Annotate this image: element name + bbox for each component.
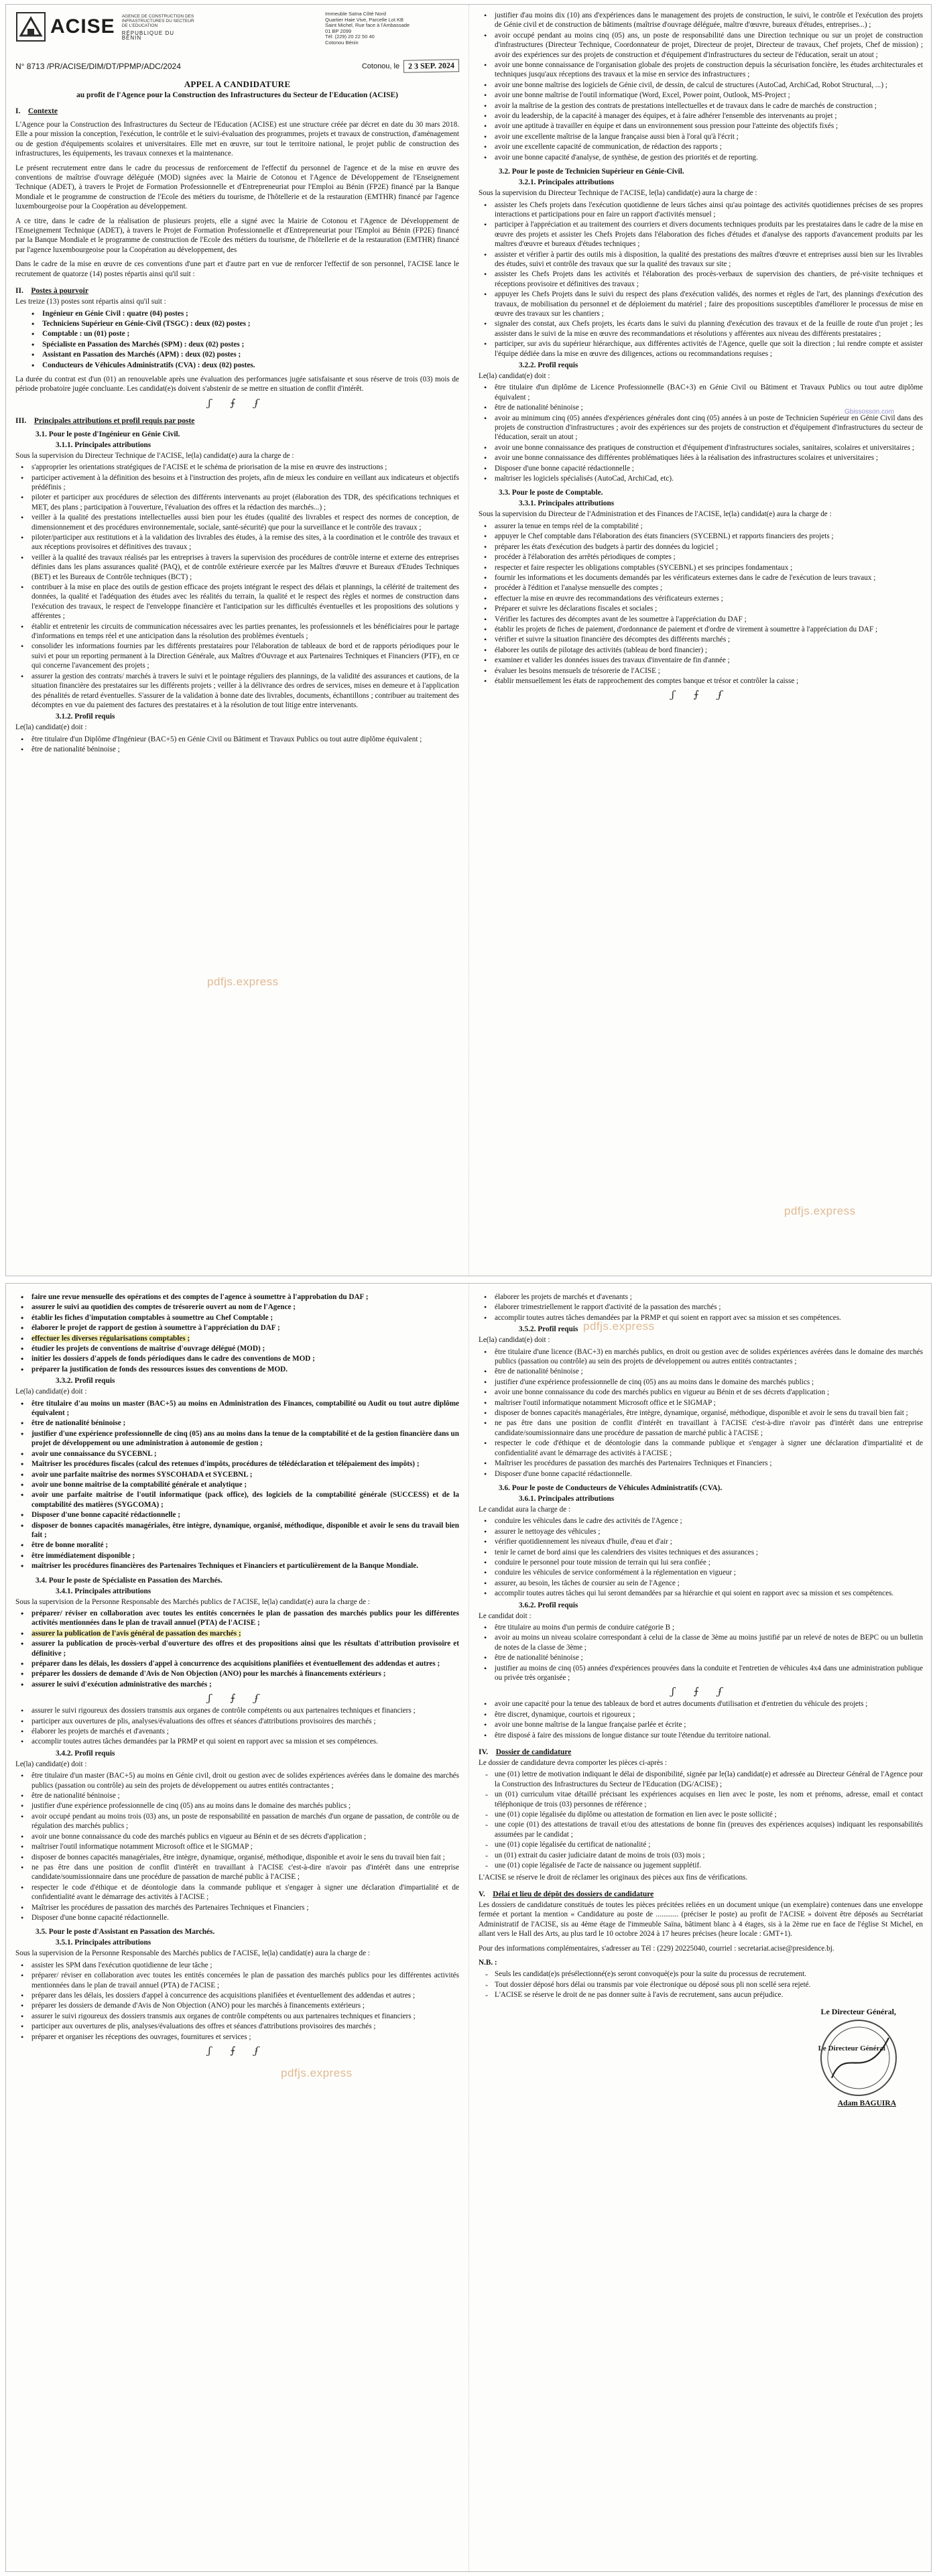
paragraph: Le(la) candidat(e) doit : bbox=[479, 372, 550, 380]
section-heading-posts bbox=[15, 287, 459, 295]
address-line: Quartier Haie Vive, Parcelle Lot KB bbox=[325, 16, 404, 23]
list-item: • préparer dans les délais, les dossiers d'appel à concurrence des acquisitions planifiées et éventuellement des addendas et autres ; bbox=[15, 1991, 459, 2000]
dossier-list bbox=[479, 1770, 923, 1870]
attributions-list bbox=[15, 463, 459, 710]
list-item: • être discret, dynamique, courtois et rigoureux ; bbox=[479, 1710, 923, 1719]
list-item: • préparer/ réviser en collaboration avec toutes les entités concernées le plan de passation des marchés publics pour les différentes activités mentionnées dans le plan de travail annuel (PTA) de l'ACISE ; bbox=[15, 1971, 459, 1990]
list-item: • préparer les dossiers de demande d'Avis de Non Objection (ANO) pour les marchés à financements extérieurs ; bbox=[15, 1669, 459, 1678]
subsubsection-heading: 3.2.2. Profil requis bbox=[519, 361, 578, 369]
watermark-small: Gbissosson.com bbox=[845, 408, 894, 416]
list-item: • signaler des constat, aux Chefs projets, les écarts dans le suivi du planning d'exécution des travaux et de la feuille de route d'un projet ; les assister dans le suivi de la mise en œuvre des recommandations et résolutions y afférentes aux niveau des différents prestataires ; bbox=[479, 319, 923, 339]
subsubsection-heading: 3.2.1. Principales attributions bbox=[519, 178, 615, 187]
paragraph: Sous la supervision du Directeur Technique de l'ACISE, le(la) candidat(e) aura la charge de : bbox=[15, 451, 294, 460]
list-item: • préparer/ réviser en collaboration avec toutes les entités concernées le plan de passation des marchés publics pour les différentes activités mentionnées dans le plan de travail annuel (PTA) de l'ACISE ; bbox=[15, 1609, 459, 1628]
attributions-list bbox=[479, 200, 923, 359]
document-title: APPEL A CANDIDATURE bbox=[184, 79, 291, 89]
list-item: • maîtriser l'outil informatique notamment Microsoft office et le SIGMAP ; bbox=[479, 1398, 923, 1408]
profile-list bbox=[479, 1623, 923, 1682]
list-item: • avoir une connaissance du SYCEBNL ; bbox=[15, 1449, 459, 1459]
list-item: - une (01) lettre de motivation indiquant le délai de disponibilité, signée par le(la) candidat(e) et adressée au Directeur Général de l'Agence pour la Construction des Infrastructures du Secteur de l'Education (DG/ACISE) ; bbox=[479, 1770, 923, 1789]
section-heading-attributions bbox=[15, 417, 459, 425]
list-item: • Vérifier les factures des décomptes avant de les soumettre à l'appréciation du DAF ; bbox=[479, 615, 923, 624]
section-number: V. bbox=[479, 1890, 485, 1898]
list-item: • Comptable : un (01) poste ; bbox=[15, 329, 459, 339]
list-item: • participer, sur avis du supérieur hiérarchique, aux différentes activités de l'Agence, quelle que soit la direction ; lui rendre compte et assister l'équipe dédiée dans la mise en œuvre des diligences, actions ou recommandations requises ; bbox=[479, 339, 923, 359]
subsubsection-heading: 3.1.2. Profil requis bbox=[56, 713, 115, 721]
list-item: - une copie (01) des attestations de travail et/ou des attestations de bonne fin (preuves des expériences acquises) indiquant les responsabilités assumées par le candidat ; bbox=[479, 1820, 923, 1839]
section-title: Délai et lieu de dépôt des dossiers de candidature bbox=[493, 1890, 654, 1898]
paragraph: Pour des informations complémentaires, s'adresser au Tél : (229) 20225040, courriel : secretariat.acise@presidence.bj. bbox=[479, 1944, 834, 1953]
list-item: • élaborer les projets de marchés et d'avenants ; bbox=[15, 1727, 459, 1736]
subsubsection-heading: 3.1.1. Principales attributions bbox=[56, 440, 151, 449]
section-number: II. bbox=[15, 287, 23, 296]
paragraph: Le candidat aura la charge de : bbox=[479, 1505, 571, 1514]
address-line: Tél: (229) 20 22 50 40 bbox=[325, 34, 375, 40]
list-item: • avoir une excellente maîtrise de la langue française aussi bien à l'oral qu'à l'écrit ; bbox=[479, 132, 923, 141]
paragraph: Le(la) candidat(e) doit : bbox=[15, 1760, 87, 1768]
subsubsection-heading: 3.6.2. Profil requis bbox=[519, 1601, 578, 1609]
list-item: • Disposer d'une bonne capacité rédactionnelle. bbox=[479, 1469, 923, 1479]
list-item: • initier les dossiers d'appels de fonds périodiques dans le cadre des conventions de MOD ; bbox=[15, 1354, 459, 1363]
agency-fullname: AGENCE DE CONSTRUCTION DES INFRASTRUCTURES DU SECTEUR DE L'EDUCATION bbox=[121, 13, 194, 28]
list-item: • élaborer trimestriellement le rapport d'activité de la passation des marchés ; bbox=[479, 1302, 923, 1312]
logo-wordmark: ACISE bbox=[50, 15, 115, 38]
list-item: • consolider les informations fournies par les différents prestataires pour l'élaboration de tableaux de bord et de rapports périodiques pour le suivi et pour un reporting permanent à la Direction Générale, aux Maîtres d'Ouvrage et aux Partenaires Techniques et Financiers (PTF), en ce qui concerne l'avancement des projets ; bbox=[15, 641, 459, 670]
list-item: • avoir du leadership, de la capacité à manager des équipes, et à faire adhérer l'ensemble des intervenants au projet ; bbox=[479, 111, 923, 121]
list-item: • Techniciens Supérieur en Génie-Civil (TSGC) : deux (02) postes ; bbox=[15, 319, 459, 328]
attributions-list bbox=[479, 1516, 923, 1598]
document-page-1 bbox=[5, 4, 932, 1276]
list-item: • assurer la publication de procès-verbal d'ouverture des offres et des propositions ainsi que les résultats d'attribution provisoire et définitive ; bbox=[15, 1639, 459, 1658]
initials-signature: ʃ ⨍ ʄ bbox=[672, 688, 730, 701]
list-item: - L'ACISE se réserve le droit de ne pas donner suite à l'avis de recrutement, sans aucun préjudice. bbox=[479, 1990, 923, 2000]
list-item: - une (01) copie légalisée du certificat de nationalité ; bbox=[479, 1840, 923, 1849]
nb-label: N.B. : bbox=[479, 1958, 497, 1967]
list-item: • assurer le suivi rigoureux des dossiers transmis aux organes de contrôle compétents ou aux partenaires techniques et financiers ; bbox=[15, 2012, 459, 2021]
list-item: • participer à l'appréciation et au traitement des courriers et divers documents techniques produits par les prestataires dans le cadre de la mise en œuvre des projets et assister les Chefs Projets dans l'élaboration des fiches d'études et d'analyse des rapports d'avancement produits par les maîtres d'œuvre et bureaux d'études techniques ; bbox=[479, 220, 923, 249]
paragraph: Le candidat doit : bbox=[479, 1611, 532, 1620]
list-item: • avoir une bonne connaissance de l'organisation globale des projets de construction depuis la sécurisation foncière, les études architecturales et techniques jusqu'aux réceptions des travaux et la mise en service des infrastructures ; bbox=[479, 60, 923, 80]
subsubsection-heading: 3.5.1. Principales attributions bbox=[56, 1939, 151, 1947]
list-item: • avoir une excellente capacité de communication, de rédaction des rapports ; bbox=[479, 142, 923, 151]
address-line: Immeuble Saïna Côté Nord bbox=[325, 11, 386, 17]
list-item: • avoir une capacité pour la tenue des tableaux de bord et autres documents d'utilisation et d'entretien du véhicule des projets ; bbox=[479, 1699, 923, 1709]
acise-emblem-icon bbox=[15, 11, 46, 42]
list-item: • établir mensuellement les états de rapprochement des comptes banque et trésor et contrôler la caisse ; bbox=[479, 676, 923, 686]
list-item: • étudier les projets de conventions de maîtrise d'ouvrage délégué (MOD) ; bbox=[15, 1344, 459, 1353]
section-number: IV. bbox=[479, 1748, 489, 1757]
subsubsection-heading: 3.4.2. Profil requis bbox=[56, 1749, 115, 1758]
address-line: Cotonou Bénin bbox=[325, 39, 359, 46]
address-line: Saint Michel, Rue face à l'Ambassade bbox=[325, 22, 410, 29]
list-item: • être de nationalité béninoise ; bbox=[15, 1418, 459, 1428]
list-item: • fournir les informations et les documents demandés par les vérificateurs externes dans le cadre de l'exécution de leurs travaux ; bbox=[479, 573, 923, 582]
list-item: - un (01) curriculum vitae détaillé précisant les expériences acquises en lien avec le poste, les nom et prénoms, adresse, email et contact téléphonique de trois (03) personnes de référence ; bbox=[479, 1790, 923, 1809]
list-item: • conduire le personnel pour toute mission de terrain qui lui sera confiée ; bbox=[479, 1558, 923, 1567]
nb-list bbox=[479, 1969, 923, 2000]
list-item: • élaborer les projets de marchés et d'avenants ; bbox=[479, 1292, 923, 1302]
list-item: • élaborer le projet de rapport de gestion à soumettre à l'appréciation du DAF ; bbox=[15, 1323, 459, 1333]
list-item: • assurer, au besoin, les tâches de coursier au sein de l'Agence ; bbox=[479, 1579, 923, 1588]
list-item: • être titulaire au moins d'un permis de conduire catégorie B ; bbox=[479, 1623, 923, 1632]
list-item: • Préparer et suivre les déclarations fiscales et sociales ; bbox=[479, 604, 923, 613]
list-item: • respecter le code d'éthique et de déontologie dans la commande publique et s'engager à signer une déclaration d'impartialité et de confidentialité avant le démarrage des activités à l'ACISE ; bbox=[15, 1883, 459, 1902]
list-item: • conduire les véhicules dans le cadre des activités de l'Agence ; bbox=[479, 1516, 923, 1526]
subsection-heading: 3.3. Pour le poste de Comptable. bbox=[499, 489, 603, 497]
list-item: • veiller à la qualité des travaux réalisés par les entreprises à travers la supervision des procédures de contrôle interne et externe des entreprises définies dans les plans assurances qualité (PAQ), et de contrôle extérieure exercée par les Maîtres d'œuvre et Bureaux d'Etudes Techniques (BET) et les Bureaux de Contrôle techniques (BCT) ; bbox=[15, 553, 459, 582]
paragraph: Dans le cadre de la mise en œuvre de ces conventions d'une part et d'autre part en vue de renforcer l'effectif de son personnel, l'ACISE lance le recrutement de quatorze (14) postes répartis ainsi qu'il suit : bbox=[15, 260, 459, 278]
document-page-2 bbox=[5, 1283, 932, 2572]
section-heading-dossier bbox=[479, 1748, 923, 1756]
list-item: • Disposer d'une bonne capacité rédactionnelle ; bbox=[479, 464, 923, 473]
list-item: • Maîtriser les procédures de passation des marchés des Partenaires Techniques et Financiers ; bbox=[479, 1459, 923, 1468]
list-item: - Seuls les candidat(e)s présélectionné(e)s seront convoqué(e)s pour la suite du processus de recrutement. bbox=[479, 1969, 923, 1979]
date-stamp: 2 3 SEP. 2024 bbox=[403, 59, 459, 72]
attributions-list-continued bbox=[479, 1292, 923, 1323]
list-item bbox=[15, 1629, 459, 1638]
watermark: pdfjs.express bbox=[784, 1205, 856, 1217]
attributions-list-continued bbox=[15, 1706, 459, 1747]
section-number: III. bbox=[15, 416, 27, 425]
subsection-heading: 3.1. Pour le poste d'Ingénieur en Génie Civil. bbox=[36, 430, 180, 438]
list-item: • examiner et valider les données issues des travaux d'inventaire de fin d'année ; bbox=[479, 656, 923, 665]
list-item: • être titulaire d'une licence (BAC+3) en marchés publics, en droit ou gestion avec de solides expériences avérées dans le domaine des marchés publics (passation ou contrôle) au sein des projets de développement ou autres entités contractantes ; bbox=[479, 1347, 923, 1367]
list-item: • être disposé à faire des missions de longue distance sur toute l'étendue du territoire national. bbox=[479, 1731, 923, 1740]
paragraph: Le(la) candidat(e) doit : bbox=[479, 1336, 550, 1345]
list-item: • justifier d'une expérience professionnelle de cinq (05) ans au moins dans la tenue de la comptabilité et de la gestion financière dans un projet de développement ou une administration à autonomie de gestion ; bbox=[15, 1429, 459, 1449]
list-item: • être immédiatement disponible ; bbox=[15, 1551, 459, 1560]
official-seal-icon bbox=[818, 2018, 899, 2098]
list-item: • Assistant en Passation des Marchés (APM) : deux (02) postes ; bbox=[15, 350, 459, 359]
agency-address bbox=[325, 11, 459, 46]
paragraph: A ce titre, dans le cadre de la réalisation de plusieurs projets, elle a signé avec la Mairie de Cotonou et l'Agence de Développement de l'Enseignement Technique (ADET), à travers le Projet de Formation Professionnelle et d'Entrepreneuriat pour l'Emploi au Bénin (FP2E) financé par la Banque Mondiale et le programme de construction de l'Ecole des métiers du tourisme, de l'hôtellerie et de la restauration (EMTHR) financé par l'agence luxembourgeoise pour la Coopération au développement, des bbox=[15, 217, 459, 254]
paragraph: La durée du contrat est d'un (01) an renouvelable après une évaluation des performances jugée satisfaisante et sous réserve de trois (03) mois de période probatoire jugée concluante. Les candidat(e)s doivent s'abstenir de se mettre en situation de conflit d'intérêt. bbox=[15, 375, 459, 393]
list-item: • être titulaire d'un master (BAC+5) au moins en Génie civil, droit ou gestion avec de solides expériences avérées dans le domaine des marchés publics (passation ou contrôle) au sein des projets de développement ou autres entités contractantes ; bbox=[15, 1771, 459, 1790]
attributions-list bbox=[15, 1609, 459, 1689]
list-item: • piloter/participer aux restitutions et à la validation des livrables des études, à la remise des sites, à la coordination et le contrôle des travaux et aux réceptions provisoires et définitives des travaux ; bbox=[15, 533, 459, 552]
list-item: • ne pas être dans une position de conflit d'intérêt en travaillant à l'ACISE c'est-à-dire n'avoir pas d'intérêt dans une entreprise candidate/soumissionnaire dans une procédure de passation de marché public à l'ACISE ; bbox=[479, 1418, 923, 1438]
list-item: • justifier d'une expérience professionnelle de cinq (05) ans au moins dans le domaine des marchés publics ; bbox=[15, 1801, 459, 1811]
place-date-label: Cotonou, le bbox=[361, 62, 400, 70]
republic-label: RÉPUBLIQUE DU BÉNIN bbox=[121, 29, 175, 41]
list-item: • assurer la gestion des contrats/ marchés à travers le suivi et le pointage réguliers des plannings, de la validité des assurances et cautions, de la situation financière des prestataires sur les différents projets ; veiller à la délivrance des ordres de services, mises en demeure et à l'application des pénalités de retard éventuelles. S'assurer de la validation à bonne date des livrables, documents, échantillons ; contribuer au traitement des décomptes en vue du paiement des factures des prestataires et à la résolution de tout litige entre intervenants. bbox=[15, 672, 459, 711]
profile-list-continued bbox=[479, 1699, 923, 1740]
list-item: - un (01) extrait du casier judiciaire datant de moins de trois (03) mois ; bbox=[479, 1851, 923, 1860]
list-item: • procéder à l'élaboration des arrêtés périodiques de comptes ; bbox=[479, 552, 923, 562]
watermark: pdfjs.express bbox=[281, 2067, 353, 2079]
list-item: • justifier d'au moins dix (10) ans d'expériences dans le management des projets de construction, le suivi, le contrôle et l'exécution des projets de Génie civil et de construction de bâtiments (maîtrise d'ouvrage déléguée, maître d'œuvre, bureaux d'études, entreprises...) ; bbox=[479, 11, 923, 30]
list-item: • être de nationalité béninoise ; bbox=[479, 1367, 923, 1376]
profile-list bbox=[479, 383, 923, 483]
paragraph: Sous la supervision de la Personne Responsable des Marchés publics de l'ACISE, le(la) candidat(e) aura la charge de : bbox=[15, 1949, 371, 1958]
list-item: • préparer les états d'exécution des budgets à partir des données du logiciel ; bbox=[479, 542, 923, 552]
list-item bbox=[15, 1334, 459, 1343]
list-item: • avoir au moins un niveau scolaire correspondant à celui de la classe de 3ème au moins justifié par un relevé de notes de BEPC ou un bulletin de notes de la classe de 3ème ; bbox=[479, 1633, 923, 1652]
section-heading-deadline bbox=[479, 1890, 923, 1898]
list-item: • préparer la justification de fonds des ressources issues des conventions de MOD. bbox=[15, 1365, 459, 1374]
list-item: • assurer le suivi au quotidien des comptes de trésorerie ouvert au nom de l'Agence ; bbox=[15, 1302, 459, 1312]
profile-list bbox=[479, 1347, 923, 1479]
subsubsection-heading: 3.4.1. Principales attributions bbox=[56, 1587, 151, 1595]
list-item: • ne pas être dans une position de conflit d'intérêt en travaillant à l'ACISE c'est-à-dire n'avoir pas d'intérêt dans une entreprise candidate/soumissionnaire dans une procédure de passation de marché public à l'ACISE ; bbox=[15, 1863, 459, 1882]
list-item: • tenir le carnet de bord ainsi que les calendriers des visites techniques et des assurances ; bbox=[479, 1548, 923, 1557]
initials-signature: ʃ ⨍ ʄ bbox=[208, 2044, 267, 2057]
list-item: • participer aux ouvertures de plis, analyses/évaluations des offres et séances d'attributions provisoires des marchés ; bbox=[15, 2022, 459, 2031]
list-item: • être titulaire d'un diplôme de Licence Professionnelle (BAC+3) en Génie Civil ou Bâtiment et Travaux Publics ou tout autre diplôme équivalent ; bbox=[479, 383, 923, 402]
section-heading-context bbox=[15, 107, 459, 115]
list-item: • préparer dans les délais, les dossiers d'appel à concurrence des acquisitions planifiées et éventuellement des addendas et autres ; bbox=[15, 1659, 459, 1668]
list-item: • assurer la tenue en temps réel de la comptabilité ; bbox=[479, 522, 923, 531]
subsection-heading: 3.6. Pour le poste de Conducteurs de Véhicules Administratifs (CVA). bbox=[499, 1483, 723, 1492]
list-item: • assurer le suivi rigoureux des dossiers transmis aux organes de contrôle compétents ou aux partenaires techniques et financiers ; bbox=[15, 1706, 459, 1715]
list-item: • avoir une parfaite maîtrise des normes SYSCOHADA et SYCEBNL ; bbox=[15, 1470, 459, 1479]
list-item: • assister les SPM dans l'exécution quotidienne de leur tâche ; bbox=[15, 1961, 459, 1970]
paragraph: L'Agence pour la Construction des Infrastructures du Secteur de l'Education (ACISE) est une structure créée par décret en date du 30 mars 2018. Elle a pour mission la conception, l'exécution, le contrôle et le suivi-évaluation des programmes, projets et travaux de construction, d'aménagement ou de gestion d'équipements scolaires et universitaires. Elle met en œuvre, sur tout le territoire national, le projet public de construction des infrastructures, les équipements, les travaux connexes et la maintenance. bbox=[15, 121, 459, 158]
list-item: • être titulaire d'au moins un master (BAC+5) au moins en Administration des Finances, comptabilité ou Audit ou tout autre diplôme équivalent ; bbox=[15, 1399, 459, 1418]
subsection-heading: 3.2. Pour le poste de Technicien Supérieur en Génie-Civil. bbox=[499, 168, 684, 176]
list-item: • avoir une parfaite maîtrise de l'outil informatique (pack office), des logiciels de la comptabilité générale (SUCCESS) et de la comptabilité des matières (SYGCOMA) ; bbox=[15, 1490, 459, 1510]
list-item: • établir et entretenir les circuits de communication nécessaires avec les parties prenantes, les professionnels et les bénéficiaires pour le partage d'informations en temps réel et une anticipation dans la résolution des problèmes éventuels ; bbox=[15, 622, 459, 641]
list-item: • Maîtriser les procédures fiscales (calcul des retenues d'impôts, procédures de télédéclaration et télépaiement des impôts) ; bbox=[15, 1459, 459, 1469]
list-item: - une (01) copie légalisée du diplôme ou attestation de formation en lien avec le poste sollicité ; bbox=[479, 1810, 923, 1819]
list-item: • respecter le code d'éthique et de déontologie dans la commande publique et s'engager à signer une déclaration d'impartialité et de confidentialité avant le démarrage des activités à l'ACISE ; bbox=[479, 1438, 923, 1458]
list-item: • assister les Chefs Projets dans les activités et l'élaboration des procès-verbaux de supervision des chantiers, de pré-visite techniques et réceptions provisoire et définitives des travaux ; bbox=[479, 269, 923, 289]
signer-title: Le Directeur Général, bbox=[820, 2006, 896, 2016]
paragraph: Sous la supervision du Directeur Technique de l'ACISE, le(la) candidat(e) aura la charge de : bbox=[479, 189, 757, 198]
list-item: • Conducteurs de Véhicules Administratifs (CVA) : deux (02) postes. bbox=[15, 361, 459, 370]
list-item: • évaluer les besoins mensuels de trésorerie de l'ACISE ; bbox=[479, 666, 923, 676]
list-item: • Spécialiste en Passation des Marchés (SPM) : deux (02) postes ; bbox=[15, 340, 459, 349]
list-item: • être de nationalité béninoise ; bbox=[479, 1653, 923, 1662]
list-item: • contribuer à la mise en place des outils de gestion efficace des projets intégrant le respect des délais et plannings, la célérité de traitement des données, la qualité et l'adéquation des études avec les réalités du terrain, la qualité et le respect des règles et normes de construction dans l'exécution des travaux, le respect de l'enveloppe financière et l'anticipation sur les difficultés éventuelles et les propositions des solutions y afférentes ; bbox=[15, 582, 459, 621]
highlighted-text: effectuer les diverses régularisations comptables ; bbox=[32, 1334, 190, 1343]
list-item: - une (01) copie légalisée de l'acte de naissance ou jugement supplétif. bbox=[479, 1861, 923, 1870]
list-item: • s'approprier les orientations stratégiques de l'ACISE et le schéma de priorisation de la mise en œuvre des instructions ; bbox=[15, 463, 459, 472]
list-item: • assurer le suivi d'exécution administrative des marchés ; bbox=[15, 1680, 459, 1689]
paragraph: Sous la supervision de la Personne Responsable des Marchés publics de l'ACISE, le(la) candidat(e) aura la charge de : bbox=[15, 1597, 371, 1606]
list-item: • avoir une bonne maîtrise de l'outil informatique (Word, Excel, Power point, Outlook, MS-Project ; bbox=[479, 90, 923, 100]
section-title: Dossier de candidature bbox=[495, 1748, 572, 1757]
list-item: • accomplir toutes autres tâches qui lui seront demandées par sa hiérarchie et qui soient en rapport avec sa mission et ses compétences. bbox=[479, 1589, 923, 1598]
list-item: • avoir une bonne maîtrise des logiciels de Génie civil, de dessin, de calcul de structures (AutoCad, ArchiCad, Robot Structural, ...) ; bbox=[479, 80, 923, 90]
list-item: • avoir une bonne connaissance des pratiques de construction et d'équipement d'infrastructures sociales, sanitaires, scolaires et universitaires ; bbox=[479, 443, 923, 452]
list-item: • établir les fiches d'imputation comptables à soumettre au Chef Comptable ; bbox=[15, 1313, 459, 1323]
profile-list bbox=[15, 1399, 459, 1571]
list-item: • avoir la maîtrise de la gestion des contrats de prestations intellectuelles et de travaux dans le cadre de marchés de construction ; bbox=[479, 101, 923, 111]
profile-list bbox=[15, 735, 459, 755]
page1-right-column bbox=[469, 5, 932, 1276]
list-item: • Maîtriser les procédures de passation des marchés des Partenaires Techniques et Financiers ; bbox=[15, 1903, 459, 1912]
list-item: • avoir une bonne connaissance des différentes problématiques liées à la réalisation des infrastructures scolaires et universitaires ; bbox=[479, 453, 923, 463]
list-item: • être titulaire d'un Diplôme d'Ingénieur (BAC+5) en Génie Civil ou Bâtiment et Travaux Publics ou tout autre diplôme équivalent ; bbox=[15, 735, 459, 744]
paragraph: Le présent recrutement entre dans le cadre du processus de renforcement de l'effectif du personnel de l'agence et de la mise en œuvre des conventions de maîtrise d'ouvrage déléguée (MOD) signées avec la Mairie de Cotonou et l'Agence de Développement de l'Enseignement Technique (ADET), à travers le Projet de Formation Professionnelle et d'Entrepreneuriat pour l'Emploi au Bénin (FP2E) financé par la Banque Mondiale et le programme de construction de l'Ecole des métiers du tourisme, de l'hôtellerie et de la restauration (EMTHR) financé par l'agence luxembourgeoise pour la Coopération au développement. bbox=[15, 164, 459, 211]
list-item: • maîtriser les logiciels spécialisés (AutoCad, ArchiCad, etc). bbox=[479, 474, 923, 483]
list-item: • être de nationalité béninoise ; bbox=[15, 1791, 459, 1800]
posts-list bbox=[15, 309, 459, 370]
page1-left-column bbox=[6, 5, 469, 1276]
paragraph: Sous la supervision du Directeur de l'Administration et des Finances de l'ACISE, le(la) candidat(e) aura la charge de : bbox=[479, 510, 832, 519]
signature-block bbox=[479, 2007, 923, 2107]
list-item: • piloter et participer aux procédures de sélection des différents intervenants au projet (élaboration des TDR, des spécifications techniques et MET, des plans ; participation à l'ouverture, l'évaluation des offres et la rédaction des marchés...) ; bbox=[15, 493, 459, 512]
paragraph: Les treize (13) postes sont répartis ainsi qu'il suit : bbox=[15, 298, 166, 306]
subsubsection-heading: 3.5.2. Profil requis bbox=[519, 1325, 578, 1334]
paragraph: L'ACISE se réserve le droit de réclamer les originaux des pièces aux fins de vérifications. bbox=[479, 1873, 748, 1882]
list-item: • disposer de bonnes capacités managériales, être intègre, dynamique, organisé, méthodique, disponible et avoir le sens du travail bien fait ; bbox=[15, 1521, 459, 1540]
attributions-list bbox=[15, 1961, 459, 2042]
watermark: pdfjs.express bbox=[583, 1320, 655, 1333]
logo-subtitle bbox=[122, 14, 196, 40]
list-item: • faire une revue mensuelle des opérations et des comptes de l'agence à soumettre à l'approbation du DAF ; bbox=[15, 1292, 459, 1302]
list-item: • être de bonne moralité ; bbox=[15, 1540, 459, 1550]
list-item: • maîtriser les procédures financières des Partenaires Techniques et Financiers et particulièrement de la Banque Mondiale. bbox=[15, 1561, 459, 1571]
acise-logo bbox=[15, 11, 196, 42]
list-item: • procéder à l'édition et l'analyse mensuelle des comptes ; bbox=[479, 583, 923, 593]
list-item: • justifier d'une expérience professionnelle de cinq (05) ans au moins dans le domaine des marchés publics ; bbox=[479, 1377, 923, 1387]
list-item: • établir les projets de fiches de paiement, d'ordonnance de paiement et d'ordre de virement à soumettre à l'appréciation du DAF ; bbox=[479, 625, 923, 634]
list-item: • conduire les véhicules de service conformément à la réglementation en vigueur ; bbox=[479, 1568, 923, 1577]
subsection-heading: 3.4. Pour le poste de Spécialiste en Passation des Marchés. bbox=[36, 1576, 223, 1585]
subsection-heading: 3.5. Pour le poste d'Assistant en Passation des Marchés. bbox=[36, 1928, 215, 1937]
list-item: • élaborer les outils de pilotage des activités (tableau de bord financier) ; bbox=[479, 646, 923, 655]
page2-right-column bbox=[469, 1284, 932, 2571]
subsubsection-heading: 3.6.1. Principales attributions bbox=[519, 1494, 615, 1503]
initials-signature: ʃ ⨍ ʄ bbox=[208, 396, 267, 409]
subsubsection-heading: 3.3.2. Profil requis bbox=[56, 1377, 115, 1386]
list-item: • justifier au moins de cinq (05) années d'expériences prouvées dans la conduite et l'entretien de véhicules 4x4 dans une administration publique ou privée très organisée ; bbox=[479, 1664, 923, 1683]
watermark: pdfjs.express bbox=[207, 975, 279, 988]
list-item: • avoir occupé pendant au moins cinq (05) ans, un poste de responsabilité dans une Direction technique ou sur un projet de construction d'infrastructures (Directeur Technique, Coordonnateur de projet, Directeur de projet, Directeur de travaux, Chef projets, Chef de mission) ; avoir des expériences sur des projets de construction et d'équipement d'infrastructures du secteur de l'éducation, serait un atout ; bbox=[479, 31, 923, 60]
accounting-tasks-list bbox=[15, 1292, 459, 1374]
list-item: • respecter et faire respecter les obligations comptables (SYCEBNL) et ses principes fondamentaux ; bbox=[479, 563, 923, 572]
list-item: • vérifier quotidiennement les niveaux d'huile, d'eau et d'air ; bbox=[479, 1537, 923, 1546]
list-item: • disposer de bonnes capacités managériales, être intègre, dynamique, organisé, méthodique, disponible et avoir le sens du travail bien fait ; bbox=[15, 1853, 459, 1862]
list-item: • avoir au minimum cinq (05) années d'expériences générales dont cinq (05) années à un poste de Technicien Supérieur en Génie Civil dans des projets de construction d'infrastructures ; avoir des expériences sur des projets de construction et d'équipement d'infrastructures du secteur de l'éducation, serait un atout ; bbox=[479, 414, 923, 442]
list-item: • préparer les dossiers de demande d'Avis de Non Objection (ANO) pour les marchés à financements extérieurs ; bbox=[15, 2001, 459, 2010]
subsubsection-heading: 3.3.1. Principales attributions bbox=[519, 499, 615, 508]
list-item: • avoir occupé pendant au moins trois (03) ans, un poste de responsabilité en passation de marchés d'un organe de passation, de contrôle ou de régulation des marchés publics ; bbox=[15, 1812, 459, 1831]
list-item: • avoir une bonne capacité d'analyse, de synthèse, de gestion des priorités et de reporting. bbox=[479, 153, 923, 162]
list-item: • veiller à la qualité des prestations intellectuelles aussi bien pour les études (qualité des livrables et respect des normes de conception, de dimensionnement et des procédures environnementale, sociale, santé-sécurité) que pour la surveillance et le contrôle des travaux ; bbox=[15, 513, 459, 532]
list-item: • maîtriser l'outil informatique notamment Microsoft office et le SIGMAP ; bbox=[15, 1842, 459, 1851]
list-item: • avoir une aptitude à travailler en équipe et dans un environnement sous pression pour l'atteinte des objectifs fixés ; bbox=[479, 121, 923, 131]
list-item: • Disposer d'une bonne capacité rédactionnelle. bbox=[15, 1913, 459, 1922]
list-item: • Ingénieur en Génie Civil : quatre (04) postes ; bbox=[15, 309, 459, 318]
section-title: Contexte bbox=[27, 107, 58, 115]
list-item: • participer aux ouvertures de plis, analyses/évaluations des offres et séances d'attributions provisoires des marchés ; bbox=[15, 1717, 459, 1726]
list-item: • être de nationalité béninoise ; bbox=[15, 745, 459, 754]
paragraph: Le(la) candidat(e) doit : bbox=[15, 1388, 87, 1396]
profile-list bbox=[15, 1771, 459, 1922]
section-title: Principales attributions et profil requis par poste bbox=[34, 416, 195, 425]
seal-label: Le Directeur Général bbox=[818, 2044, 885, 2052]
list-item: • vérifier et suivre la situation financière des décomptes des différents marchés ; bbox=[479, 635, 923, 644]
list-item: • assister et vérifier à partir des outils mis à disposition, la qualité des prestations des maîtres d'œuvre et entreprises aussi bien sur les livrables des études, suivi et contrôle des travaux que sur la qualité des travaux sur site ; bbox=[479, 250, 923, 269]
list-item: • participer activement à la définition des besoins et à l'instruction des projets, afin de mieux les conduire en veillant aux indicateurs et objectifs prédéfinis ; bbox=[15, 473, 459, 493]
list-item: • appuyer le Chef comptable dans l'élaboration des états financiers (SYCEBNL) et rapports financiers des projets ; bbox=[479, 532, 923, 541]
list-item: • disposer de bonnes capacités managériales, être intègre, dynamique, organisé, méthodique, disponible et avoir le sens du travail bien fait ; bbox=[479, 1408, 923, 1418]
list-item: • effectuer la mise en œuvre des recommandations des vérificateurs externes ; bbox=[479, 594, 923, 603]
list-item: • accomplir toutes autres tâches demandées par la PRMP et qui soient en rapport avec sa mission et ses compétences. bbox=[15, 1737, 459, 1746]
highlighted-text: assurer la publication de l'avis général de passation des marchés ; bbox=[32, 1629, 241, 1638]
paragraph: Les dossiers de candidature constitués de toutes les pièces précitées reliées en un document unique (un exemplaire) contenues dans une enveloppe fermée et portant la mention « Candidature au poste de ............ (préciser le poste) au profit de l'ACISE » doivent être déposés au Secrétariat Administratif de l'ACISE, sis au 4ème étage de l'immeuble Saïna, bâtiment blanc à 4 étages, sis à la 2ème rue en face de l'église St Michel, en allant vers le Hall des Arts, au plus tard le 10 octobre 2024 à 17 heures précises (heure locale : GMT+1). bbox=[479, 1900, 923, 1939]
attributions-list bbox=[479, 522, 923, 686]
profile-list-continued bbox=[479, 11, 923, 162]
paragraph: Le dossier de candidature devra comporter les pièces ci-après : bbox=[479, 1759, 668, 1768]
list-item: • appuyer les Chefs Projets dans le suivi du respect des plans d'exécution validés, des normes et règles de l'art, des plannings d'exécution des travaux, de mobilisation du personnel et de déploiement du matériel ; faire des propositions susceptibles d'améliorer le processus de mise en œuvre des travaux sur les chantiers ; bbox=[479, 290, 923, 318]
page2-left-column bbox=[6, 1284, 469, 2571]
document-subtitle: au profit de l'Agence pour la Construction des Infrastructures du Secteur de l'Education (ACISE) bbox=[76, 91, 398, 99]
letterhead bbox=[15, 11, 459, 56]
reference-number: N° 8713 /PR/ACISE/DIM/DT/PPMP/ADC/2024 bbox=[15, 61, 181, 71]
list-item: • avoir une bonne maîtrise de la comptabilité générale et analytique ; bbox=[15, 1480, 459, 1489]
initials-signature: ʃ ⨍ ʄ bbox=[672, 1685, 730, 1698]
initials-signature: ʃ ⨍ ʄ bbox=[208, 1692, 267, 1705]
list-item: • avoir une bonne connaissance du code des marchés publics en vigueur au Bénin et de ses décrets d'application ; bbox=[15, 1832, 459, 1841]
reference-line bbox=[15, 60, 459, 72]
list-item: • Disposer d'une bonne capacité rédactionnelle ; bbox=[15, 1510, 459, 1520]
section-number: I. bbox=[15, 107, 21, 115]
list-item: • avoir une bonne maîtrise de la langue française parlée et écrite ; bbox=[479, 1720, 923, 1729]
list-item: • assurer le nettoyage des véhicules ; bbox=[479, 1527, 923, 1536]
list-item: • accomplir toutes autres tâches demandées par la PRMP et qui soient en rapport avec sa mission et ses compétences. bbox=[479, 1313, 923, 1323]
list-item: • assister les Chefs projets dans l'exécution quotidienne de leurs tâches ainsi qu'au pointage des activités quotidiennes précises de ses propres interactions et participations pour en faire un rapport d'activités mensuel ; bbox=[479, 200, 923, 220]
section-title: Postes à pourvoir bbox=[31, 287, 88, 296]
signer-name: Adam BAGUIRA bbox=[837, 2099, 896, 2107]
list-item: - Tout dossier déposé hors délai ou transmis par voie électronique ou déposé sous pli non scellé sera rejeté. bbox=[479, 1980, 923, 1989]
list-item: • préparer et organiser les réceptions des ouvrages, fournitures et services ; bbox=[15, 2032, 459, 2042]
address-line: 01 BP 2099 bbox=[325, 27, 352, 34]
paragraph: Le(la) candidat(e) doit : bbox=[15, 723, 87, 732]
list-item: • avoir une bonne connaissance du code des marchés publics en vigueur au Bénin et de ses décrets d'application ; bbox=[479, 1388, 923, 1397]
list-item: • être de nationalité béninoise ; bbox=[479, 403, 923, 412]
